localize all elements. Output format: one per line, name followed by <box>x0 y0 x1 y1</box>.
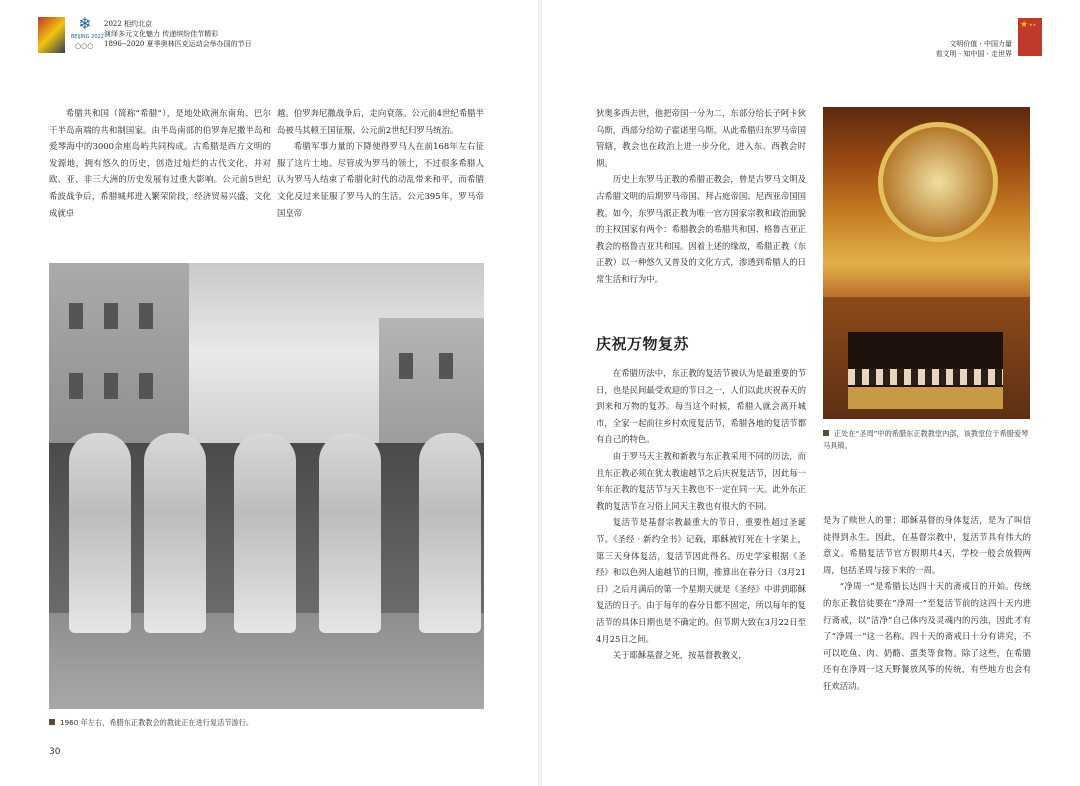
paragraph: 越。伯罗奔尼撒战争后，走向衰落。公元前4世纪希腊半岛被马其顿王国征服，公元前2世纪归罗马统治。 <box>277 108 484 135</box>
snowflake-icon: ❄ <box>78 14 92 33</box>
window <box>104 303 118 329</box>
header-line-3: 1896--2020 夏季奥林匹克运动会举办国的节日 <box>104 40 252 48</box>
right-photo-caption <box>823 428 1031 452</box>
right-column-2 <box>823 512 1031 695</box>
left-photo-caption <box>49 717 489 729</box>
china-flag-logo <box>1018 18 1042 56</box>
priest-figure <box>144 433 206 633</box>
paragraph: 希腊共和国（简称“希腊”），是地处欧洲东南角、巴尔干半岛南端的共和制国家。由半岛南部的伯罗奔尼撒半岛和爱琴海中的3000余座岛屿共同构成。古希腊是西方文明的发源地，拥有悠久的历史，创造过灿烂的古代文化，并对欧、亚、非三大洲的历史发展有过重大影响。公元前5世纪希波战争后，希腊城邦进入繁荣阶段，经济贸易兴盛，文化成就卓 <box>49 108 271 218</box>
beijing-2022-logo <box>71 14 104 54</box>
paragraph: 是为了赎世人的罪；耶稣基督的身体复活，是为了叫信徒得到永生。因此，在基督宗教中，复活节具有伟大的意义。希腊复活节官方假期共4天，学校一般会放假两周，包括圣周与接下来的一周。 <box>823 515 1031 575</box>
priest-figure <box>419 433 481 633</box>
left-column-1 <box>49 105 271 221</box>
paragraph: 在希腊历法中，东正教的复活节被认为是最重要的节日，也是民间最受欢迎的节日之一，人们以此庆祝春天的到来和万物的复苏。每当这个时候，希腊人就会离开城市，全家一起前往乡村欢度复活节，希腊各地的复活节都有自己的特色。 <box>596 368 806 445</box>
dome-fresco <box>878 122 998 242</box>
caption-text: 1960 年左右，希腊东正教教会的教徒正在进行复活节游行。 <box>60 718 254 727</box>
window <box>139 303 153 329</box>
page-gutter <box>538 0 542 786</box>
header-right-line-1: 文明价值 · 中国力量 <box>949 40 1012 48</box>
priest-figure <box>319 433 381 633</box>
priest-figure <box>234 433 296 633</box>
small-stars-icon: ★★ <box>1029 22 1037 27</box>
header-line-2: 演绎多元文化魅力 传递缤纷佳节精彩 <box>104 30 219 38</box>
page-number: 30 <box>49 747 61 757</box>
balcony-rail <box>848 387 1003 409</box>
beijing-logo-text: BEIJING 2022 <box>71 34 104 40</box>
paragraph: 历史上东罗马正教的希腊正教会，曾是古罗马文明及古希腊文明的后期罗马帝国、拜占庭帝国、尼西亚帝国国教。如今，东罗马派正教为唯一官方国家宗教和政治面貌的主权国家有两个：希腊教会的希腊共和国、格鲁吉亚正教会的格鲁吉亚共和国。因着上述的缘故，希腊正教（东正教）以一种悠久又普及的文化方式，渗透到希腊人的日常生活和行为中。 <box>596 174 806 284</box>
paragraph: “净周一”是希腊长达四十天的斋戒日的开始。传统的东正教信徒要在“净周一”至复活节前的这四十天内进行斋戒，以“洁净”自己体内及灵魂内的污浊，因此才有了“净周一”这一名称。四十天的斋戒日十分有讲究，不可以吃鱼、肉、奶酪、蛋类等食物。除了这些，在希腊还有在净周一这天野餐放风筝的传统，有些地方也会有狂欢活动。 <box>823 581 1031 691</box>
star-icon: ★ <box>1020 20 1029 30</box>
window <box>399 353 413 379</box>
people-in-balcony <box>848 369 1003 385</box>
paragraph: 复活节是基督宗教最重大的节日，重要性超过圣诞节。《圣经 · 新约全书》记载，耶稣被钉死在十字架上，第三天身体复活，复活节因此得名。历史学家根据《圣经》和以色列人逾越节的日期，推算出在春分日（3月21日）之后月满后的第一个星期天就是《圣经》中讲到耶稣复活的日子。由于每年的春分日都不固定，所以每年的复活节的具体日期也是不确定的。但节期大致在3月22日至4月25日之间。 <box>596 517 806 644</box>
window <box>69 303 83 329</box>
right-column-1-bottom <box>596 365 806 664</box>
olympic-rings-icon: ○○○ <box>75 42 94 50</box>
caption-text: 正处在“圣周”中的希腊东正教教堂内部，该教堂位于希腊爱琴马具镇。 <box>823 429 1029 450</box>
left-column-2 <box>277 105 484 221</box>
section-heading: 庆祝万物复苏 <box>596 335 690 353</box>
priest-figure <box>69 433 131 633</box>
caption-marker <box>49 719 55 725</box>
window <box>139 373 153 399</box>
paragraph: 关于耶稣基督之死，按基督教教义， <box>612 650 747 661</box>
magazine-logo <box>38 17 65 53</box>
paragraph: 狄奥多西去世，他把帝国一分为二，东部分给长子阿卡狄乌斯，西部分给幼子霍诺里乌斯。从此希腊归东罗马帝国管辖，教会也在政治上进一步分化，进入东、西教会时期。 <box>596 108 806 168</box>
caption-marker <box>823 430 829 436</box>
window <box>104 373 118 399</box>
header-right <box>936 39 1012 59</box>
header-left <box>104 19 252 49</box>
church-interior-photo <box>823 107 1030 419</box>
window <box>439 353 453 379</box>
header-line-1: 2022 相约北京 <box>104 20 153 28</box>
paragraph: 希腊军事力量的下降使得罗马人在前168年左右征服了这片土地。尽管成为罗马的领土，不过很多希腊人认为罗马人结束了希腊化时代的动乱带来和平，而希腊文化反过来征服了罗马人的生活。公元395年，罗马帝国皇帝 <box>277 141 484 218</box>
window <box>69 373 83 399</box>
header-right-line-2: 看文明 · 知中国 · 走世界 <box>935 50 1012 58</box>
easter-procession-photo <box>49 263 484 709</box>
right-column-1-top <box>596 105 806 288</box>
paragraph: 由于罗马天主教和新教与东正教采用不同的历法，而且东正教必须在犹太教逾越节之后庆祝复活节，因此每一年东正教的复活节与天主教也不一定在同一天。此外东正教的复活节在习俗上同天主教也有很大的不同。 <box>596 450 806 511</box>
